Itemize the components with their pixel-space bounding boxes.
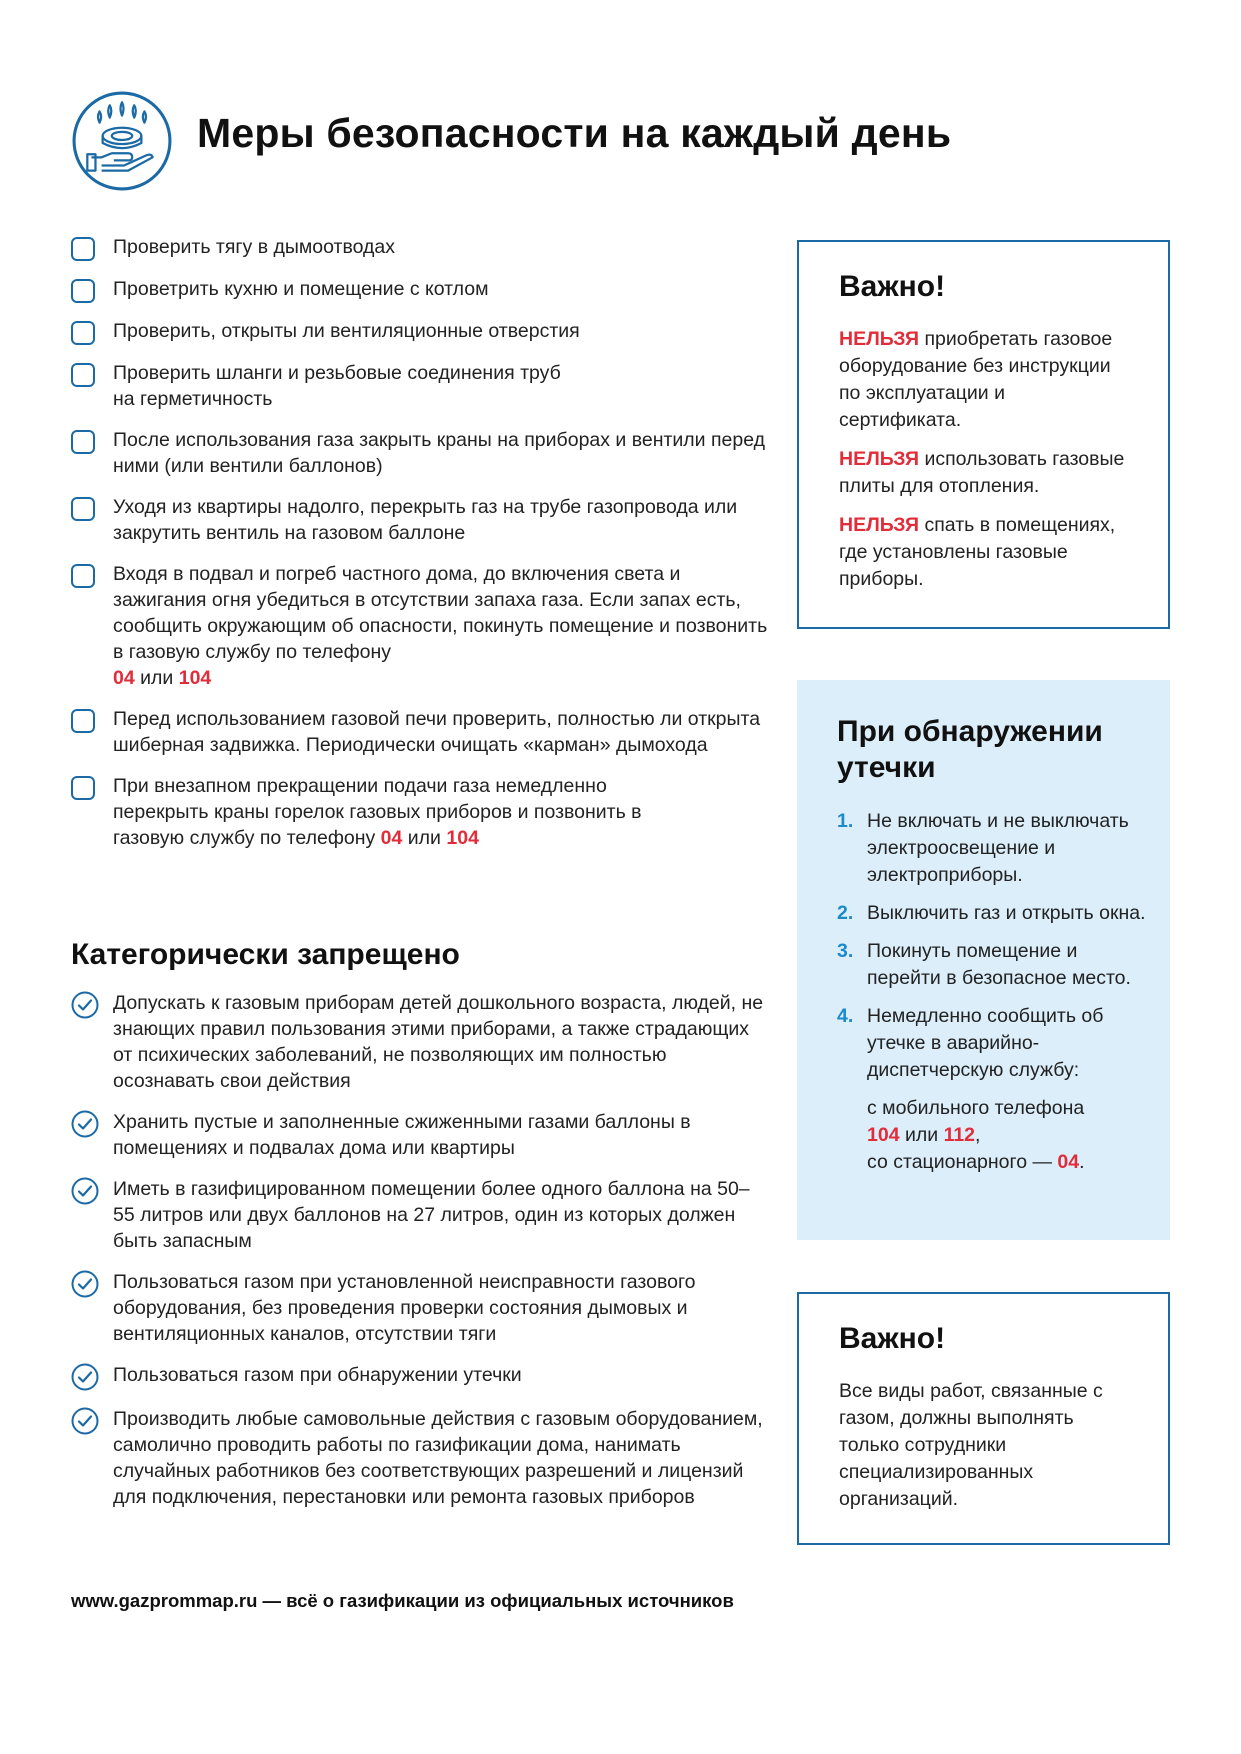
important-box xyxy=(797,240,1170,629)
gas-burner-hand-icon xyxy=(71,90,173,192)
phone-number: 104 xyxy=(446,827,479,849)
checkbox-icon[interactable] xyxy=(71,430,95,454)
forbidden-item: Иметь в газифицированном помещении более одного баллона на 50–55 литров или двух баллонов на 27 литров, один из которых должен быть запасным xyxy=(71,1176,771,1254)
important-title: Важно! xyxy=(839,1322,946,1355)
forbidden-item: Пользоваться газом при установленной неисправности газового оборудования, без проведения проверки состояния дымовых и вентиляционных каналов, отсутствии тяги xyxy=(71,1269,771,1347)
checkbox-icon[interactable] xyxy=(71,709,95,733)
phone-number: 04 xyxy=(380,827,403,849)
leak-title: При обнаружении утечки xyxy=(837,715,1103,784)
leak-step: 3. Покинуть помещение и перейти в безопасное место. xyxy=(837,940,1131,989)
forbidden-heading: Категорически запрещено xyxy=(71,938,460,971)
important-box-2 xyxy=(797,1292,1170,1545)
checkbox-icon[interactable] xyxy=(71,564,95,588)
check-circle-icon xyxy=(71,1363,99,1391)
phone-number: 04 xyxy=(1057,1151,1080,1173)
important-item: НЕЛЬЗЯ приобретать газовое оборудование без инструкции по эксплуатации и сертификата. xyxy=(839,328,1113,431)
leak-step: 1. Не включать и не выключать электроосвещение и электроприборы. xyxy=(837,810,1129,886)
leak-panel xyxy=(797,680,1170,1240)
checklist-item[interactable]: Уходя из квартиры надолго, перекрыть газ на трубе газопровода или закрутить вентиль на газовом баллоне xyxy=(71,494,771,546)
important-item: НЕЛЬЗЯ спать в помещениях, где установлены газовые приборы. xyxy=(839,514,1116,590)
checkbox-icon[interactable] xyxy=(71,363,95,387)
important-text: Все виды работ, связанные с газом, должны выполнять только сотрудники специализированных организаций. xyxy=(839,1380,1103,1510)
forbidden-list xyxy=(71,990,771,1525)
check-circle-icon xyxy=(71,991,99,1019)
phone-number: 04 xyxy=(113,667,135,689)
important-item: НЕЛЬЗЯ использовать газовые плиты для отопления. xyxy=(839,448,1125,497)
checklist-item[interactable]: Проверить шланги и резьбовые соединения труб на герметичность xyxy=(71,360,771,412)
leak-step: 2. Выключить газ и открыть окна. xyxy=(837,902,1146,924)
phone-number: 104 xyxy=(867,1124,900,1146)
important-title: Важно! xyxy=(839,270,946,303)
forbidden-item: Пользоваться газом при обнаружении утечки xyxy=(71,1362,771,1391)
check-circle-icon xyxy=(71,1270,99,1298)
daily-checklist xyxy=(71,234,771,866)
forbidden-item: Хранить пустые и заполненные сжиженными газами баллоны в помещениях и подвалах дома или квартиры xyxy=(71,1109,771,1161)
checklist-item[interactable]: Входя в подвал и погреб частного дома, до включения света и зажигания огня убедиться в отсутствии запаха газа. Если запах есть, сообщить окружающим об опасности, покинуть помещение и позвонить в газовую службу по телефону 04 или 104 xyxy=(71,561,771,691)
checklist-item[interactable]: Перед использованием газовой печи проверить, полностью ли открыта шиберная задвижка. Периодически очищать «карман» дымохода xyxy=(71,706,771,758)
checkbox-icon[interactable] xyxy=(71,497,95,521)
leak-step: 4. Немедленно сообщить об утечке в аварийно-диспетчерскую службу: xyxy=(837,1005,1104,1081)
checkbox-icon[interactable] xyxy=(71,237,95,261)
check-circle-icon xyxy=(71,1177,99,1205)
checklist-item[interactable]: Проверить тягу в дымоотводах xyxy=(71,234,771,261)
footer-link[interactable]: www.gazprommap.ru — всё о газификации из официальных источников xyxy=(71,1590,734,1611)
check-circle-icon xyxy=(71,1407,99,1435)
checklist-item[interactable]: При внезапном прекращении подачи газа немедленно перекрыть краны горелок газовых приборов и позвонить в газовую службу по телефону 04 или 104 xyxy=(71,773,771,851)
phone-number: 104 xyxy=(178,667,212,689)
checkbox-icon[interactable] xyxy=(71,279,95,303)
checkbox-icon[interactable] xyxy=(71,321,95,345)
checklist-item[interactable]: Проверить, открыты ли вентиляционные отверстия xyxy=(71,318,771,345)
checklist-item[interactable]: После использования газа закрыть краны на приборах и вентили перед ними (или вентили баллонов) xyxy=(71,427,771,479)
forbidden-item: Производить любые самовольные действия с газовым оборудованием, самолично проводить работы по газификации дома, нанимать случайных работников без соответствующих разрешений и лицензий для подключения, перестановки или ремонта газовых приборов xyxy=(71,1406,771,1510)
page-title: Меры безопасности на каждый день xyxy=(197,110,952,156)
check-circle-icon xyxy=(71,1110,99,1138)
checklist-item[interactable]: Проветрить кухню и помещение с котлом xyxy=(71,276,771,303)
emergency-contacts: с мобильного телефона 104 или 112, со стационарного — 04. xyxy=(867,1097,1085,1173)
phone-number: 112 xyxy=(943,1124,976,1146)
checkbox-icon[interactable] xyxy=(71,776,95,800)
forbidden-item: Допускать к газовым приборам детей дошкольного возраста, людей, не знающих правил пользования этими приборами, а также страдающих от психических заболеваний, не позволяющих им полностью осознавать свои действия xyxy=(71,990,771,1094)
